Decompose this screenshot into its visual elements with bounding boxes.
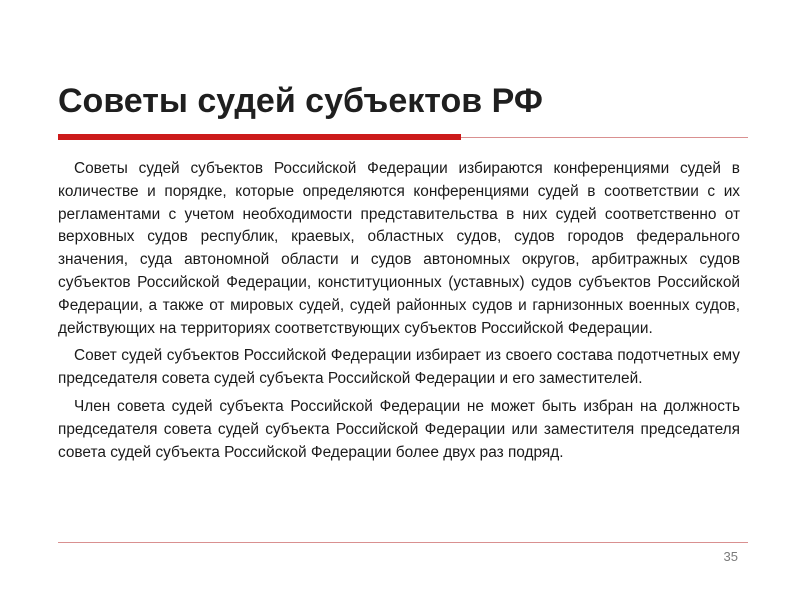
- title-underline-accent: [58, 134, 461, 140]
- body-paragraph-3: Член совета судей субъекта Российской Федерации не может быть избран на должность председателя совета судей субъекта Российской Федерации или заместителя председателя совета судей субъекта Российской Федерации более двух раз подряд.: [58, 397, 740, 461]
- body-paragraph-2: Совет судей субъектов Российской Федерации избирает из своего состава подотчетных ему председателя совета судей субъекта Российской Федерации и его заместителей.: [58, 347, 740, 388]
- slide-title: Советы судей субъектов РФ: [58, 82, 543, 120]
- body-paragraph-1: Советы судей субъектов Российской Федерации избираются конференциями судей в количестве и порядке, которые определяются конференциями судей в соответствии с их регламентами с учетом необходимости представительства в них судей соответственно от верховных судов республик, краевых, областных судов, судов городов федерального значения, суда автономной области и судов автономных округов, арбитражных судов субъектов Российской Федерации, конституционных (уставных) судов субъектов Российской Федерации, а также от мировых судей, судей районных судов и гарнизонных военных судов, действующих на территориях соответствующих субъектов Российской Федерации.: [58, 160, 740, 337]
- page-number: 35: [723, 549, 738, 564]
- slide-body: [58, 158, 740, 469]
- footer-divider: [58, 542, 748, 543]
